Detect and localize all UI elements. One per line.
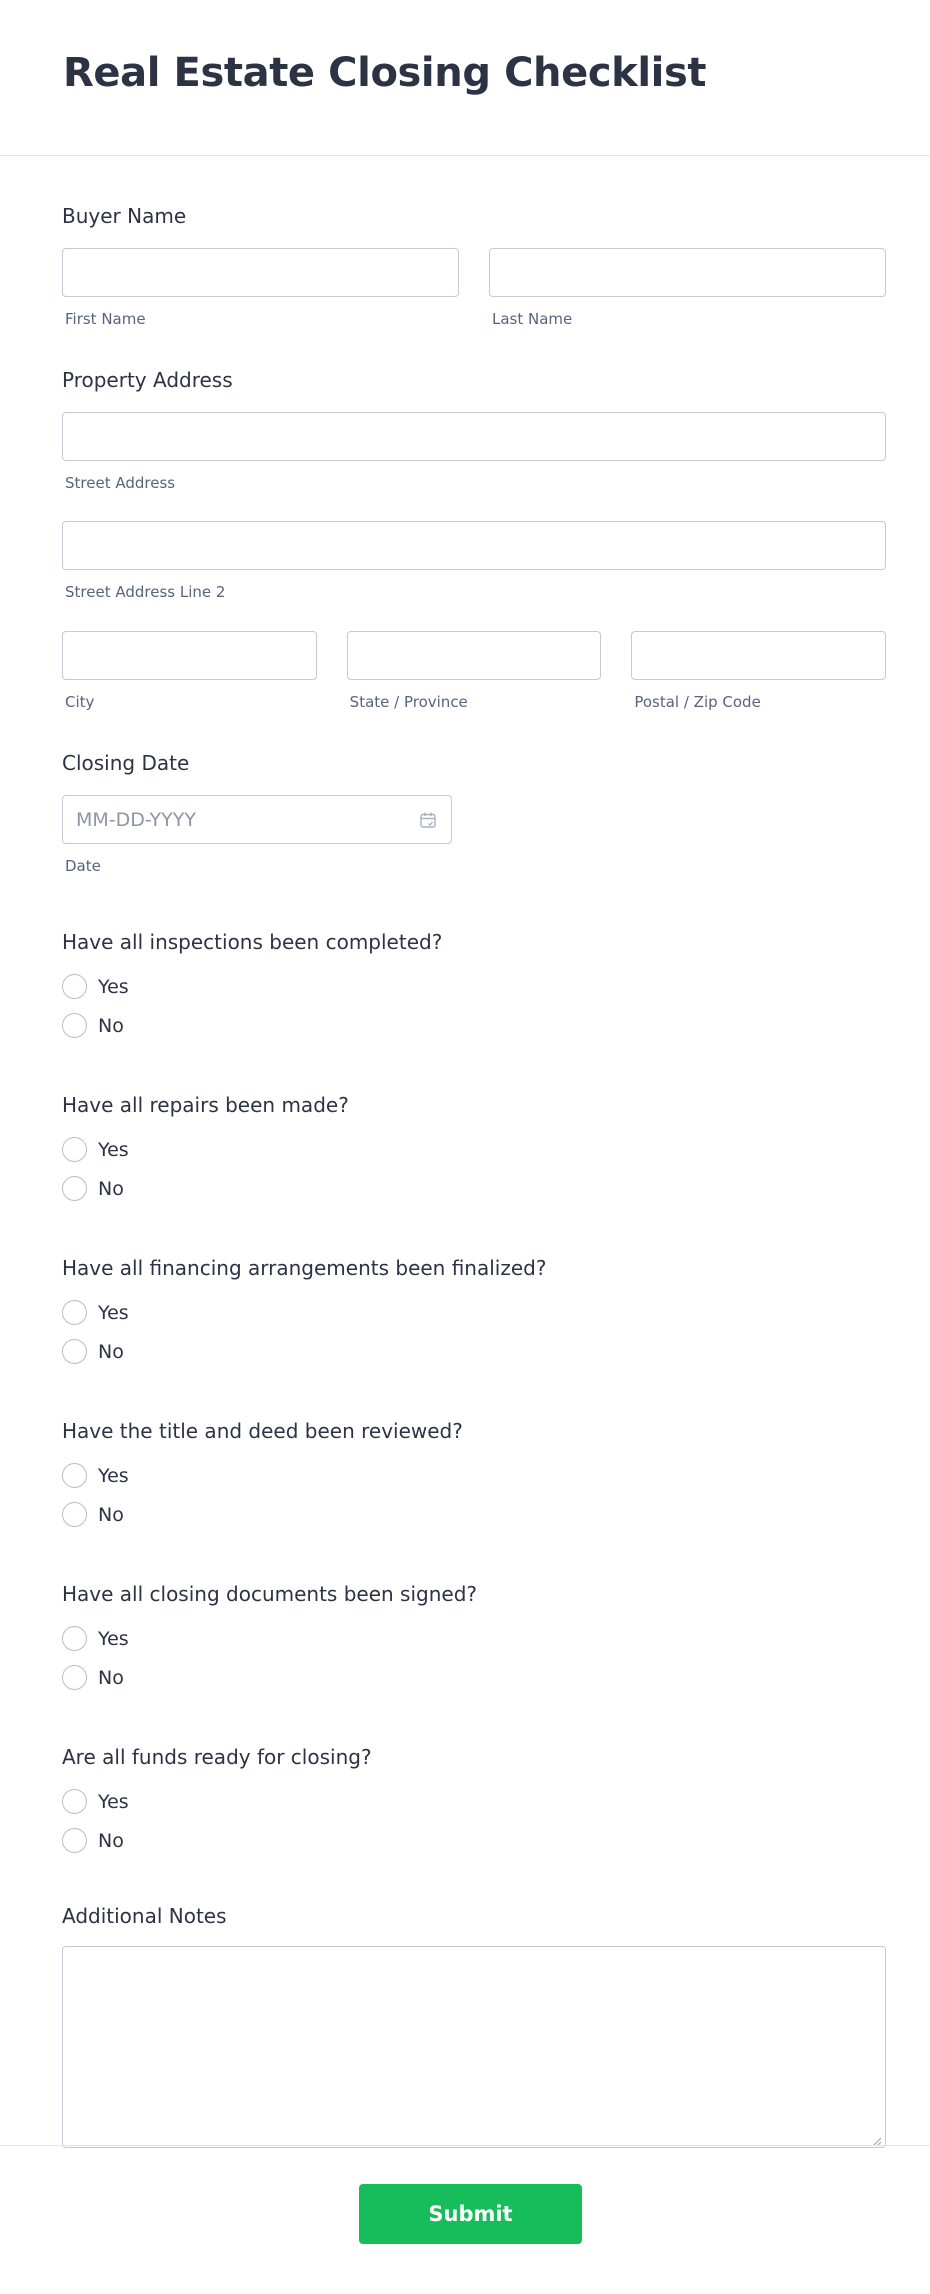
radio-option-no[interactable] — [62, 1013, 886, 1038]
radio-label: No — [98, 1666, 124, 1689]
radio-option-yes[interactable] — [62, 1789, 886, 1814]
question-repairs — [0, 1093, 930, 1201]
buyer-name-label: Buyer Name — [62, 204, 187, 228]
closing-date-input[interactable] — [62, 795, 452, 844]
zip-col — [631, 631, 886, 711]
date-sublabel: Date — [65, 857, 101, 875]
street-address-2-input[interactable] — [62, 521, 886, 570]
street-address-2-block — [62, 521, 886, 601]
radio-option-yes[interactable] — [62, 1626, 886, 1651]
city-sublabel: City — [65, 693, 95, 711]
additional-notes-label: Additional Notes — [62, 1904, 227, 1928]
first-name-input[interactable] — [62, 248, 459, 297]
resize-grip-icon[interactable] — [871, 2133, 881, 2143]
radio-option-no[interactable] — [62, 1339, 886, 1364]
question-documents — [0, 1582, 930, 1690]
street-address-sublabel: Street Address — [65, 474, 176, 492]
last-name-input[interactable] — [489, 248, 886, 297]
radio-option-yes[interactable] — [62, 1463, 886, 1488]
radio-label: Yes — [98, 1138, 129, 1161]
property-address-label: Property Address — [62, 368, 233, 392]
radio-label: No — [98, 1829, 124, 1852]
last-name-col — [489, 248, 886, 328]
first-name-sublabel: First Name — [65, 310, 146, 328]
property-address-section — [0, 368, 930, 711]
street-address-input[interactable] — [62, 412, 886, 461]
calendar-icon[interactable] — [419, 811, 437, 829]
additional-notes-section — [0, 1904, 930, 2148]
question-funds — [0, 1745, 930, 1853]
state-input[interactable] — [347, 631, 602, 680]
radio-option-yes[interactable] — [62, 1137, 886, 1162]
city-input[interactable] — [62, 631, 317, 680]
radio-button[interactable] — [62, 1137, 87, 1162]
radio-button[interactable] — [62, 1463, 87, 1488]
form-footer — [0, 2145, 930, 2294]
additional-notes-textarea[interactable] — [62, 1946, 886, 2148]
question-financing — [0, 1256, 930, 1364]
radio-label: No — [98, 1014, 124, 1037]
date-placeholder: MM-DD-YYYY — [76, 808, 196, 831]
city-state-zip-row — [62, 631, 886, 711]
zip-sublabel: Postal / Zip Code — [634, 693, 761, 711]
radio-label: Yes — [98, 1464, 129, 1487]
radio-option-yes[interactable] — [62, 1300, 886, 1325]
first-name-col — [62, 248, 459, 328]
radio-button[interactable] — [62, 1828, 87, 1853]
radio-label: Yes — [98, 975, 129, 998]
radio-button[interactable] — [62, 1013, 87, 1038]
last-name-sublabel: Last Name — [492, 310, 573, 328]
radio-label: Yes — [98, 1790, 129, 1813]
radio-button[interactable] — [62, 1339, 87, 1364]
radio-button[interactable] — [62, 1176, 87, 1201]
question-title-deed — [0, 1419, 930, 1527]
radio-label: No — [98, 1177, 124, 1200]
zip-input[interactable] — [631, 631, 886, 680]
buyer-name-section — [0, 204, 930, 328]
form-header — [0, 0, 930, 156]
radio-label: No — [98, 1503, 124, 1526]
state-sublabel: State / Province — [349, 693, 468, 711]
question-inspections — [0, 930, 930, 1038]
question-label: Have all closing documents been signed? — [62, 1582, 477, 1606]
closing-date-section — [0, 751, 930, 875]
city-col — [62, 631, 317, 711]
question-label: Are all funds ready for closing? — [62, 1745, 372, 1769]
buyer-name-row — [62, 248, 886, 328]
radio-option-no[interactable] — [62, 1176, 886, 1201]
radio-button[interactable] — [62, 1502, 87, 1527]
street-address-2-sublabel: Street Address Line 2 — [65, 583, 226, 601]
radio-button[interactable] — [62, 1665, 87, 1690]
radio-option-no[interactable] — [62, 1502, 886, 1527]
radio-button[interactable] — [62, 1300, 87, 1325]
radio-button[interactable] — [62, 1789, 87, 1814]
form-title: Real Estate Closing Checklist — [63, 50, 707, 96]
radio-button[interactable] — [62, 1626, 87, 1651]
question-label: Have all repairs been made? — [62, 1093, 349, 1117]
radio-label: No — [98, 1340, 124, 1363]
radio-option-no[interactable] — [62, 1828, 886, 1853]
radio-option-yes[interactable] — [62, 974, 886, 999]
radio-label: Yes — [98, 1627, 129, 1650]
state-col — [347, 631, 602, 711]
closing-date-label: Closing Date — [62, 751, 190, 775]
radio-button[interactable] — [62, 974, 87, 999]
question-label: Have the title and deed been reviewed? — [62, 1419, 463, 1443]
street-address-block — [62, 412, 886, 492]
radio-option-no[interactable] — [62, 1665, 886, 1690]
radio-label: Yes — [98, 1301, 129, 1324]
form-body — [0, 156, 930, 2148]
question-label: Have all inspections been completed? — [62, 930, 443, 954]
submit-button[interactable]: Submit — [359, 2184, 582, 2244]
question-label: Have all financing arrangements been finalized? — [62, 1256, 547, 1280]
